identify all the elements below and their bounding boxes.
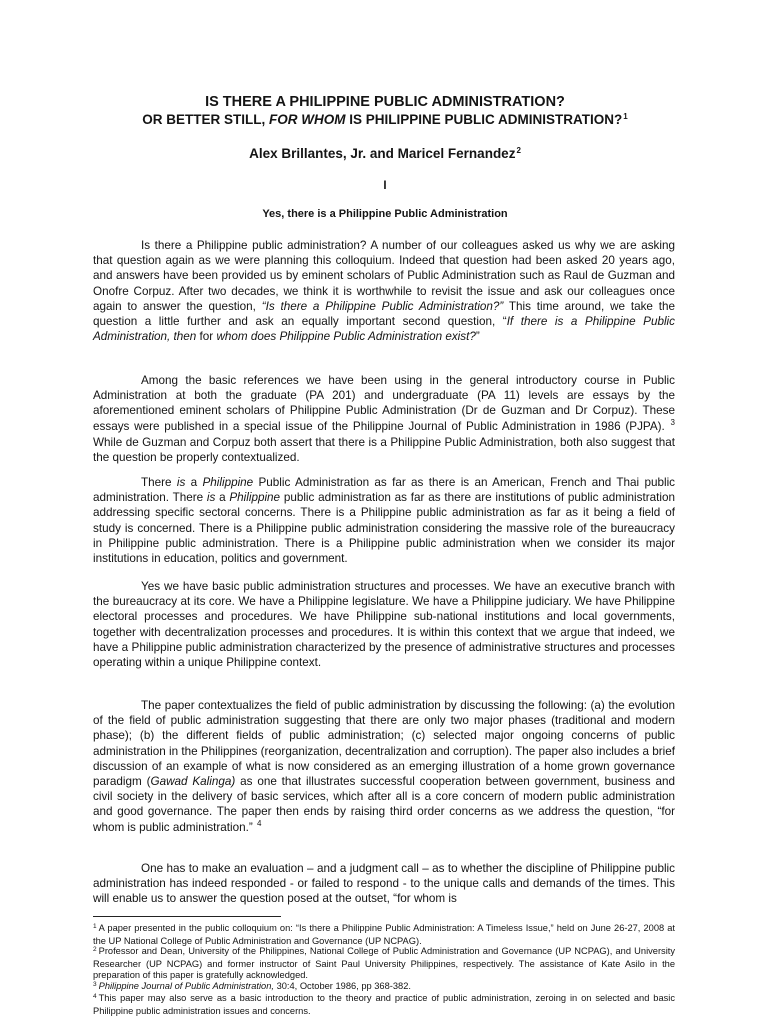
p1-italic-question-1: “Is there a Philippine Public Administration?” <box>261 299 504 313</box>
footnote-4 <box>93 993 675 1017</box>
p3-text-a: There <box>141 476 177 489</box>
subtitle-emphasis: FOR WHOM <box>269 112 346 127</box>
p6-text: One has to make an evaluation – and a judgment call – as to whether the discipline of Philippine public administration has indeed responded - or failed to respond - to the unique calls and demands of the times. This will enable us to answer the question posed at the outset, “for whom is <box>93 862 675 906</box>
footnote-1-number: 1 <box>93 923 97 930</box>
footnote-ref-2: 2 <box>516 146 521 155</box>
subtitle-part-2: IS PHILIPPINE PUBLIC ADMINISTRATION? <box>345 112 623 127</box>
p5-italic-gawad-kalinga: Gawad Kalinga) <box>150 775 236 789</box>
footnote-ref-1: 1 <box>623 112 628 121</box>
p1-italic-question-2b: whom does Philippine Public Administration exist? <box>216 330 476 344</box>
p1-text-e: for <box>196 330 217 344</box>
p5-text-c: as one that illustrates successful cooperation between government, business and civil society in the delivery of basic services, which after all is a core concern of modern public administration and good governance. The paper then ends by raising third order concerns as we address the question, “for whom is public administration.” <box>93 775 675 834</box>
p3-italic-philippine-1: Philippine <box>202 476 254 489</box>
footnote-4-number: 4 <box>93 993 97 1000</box>
p3-text-i: public administration as far as there are institutions of public administration addressing specific sectoral concerns. There is a Philippine public administration as far as it being a field of study is concerned. There is a Philippine public administration considering the massive role of the bureaucracy in Philippine public administration. There is a Philippine public administration when we consider its major institutions in education, politics and government. <box>93 491 675 566</box>
p1-italic-question-2a: If there is a Philippine Public Administration, then <box>93 315 675 344</box>
paper-subtitle <box>60 113 710 127</box>
p1-text-c: This time around, we take the question a little further and ask an equally important second question, “ <box>93 299 675 329</box>
authors-text: Alex Brillantes, Jr. and Maricel Fernandez <box>249 146 516 161</box>
section-number: I <box>383 180 387 192</box>
p1-text-a: Is there a Philippine public administration? A number of our colleagues asked us why we are asking that question again as we were planning this colloquium. Indeed that question had been asked 20 years ago, and answers have been provided us by eminent scholars of Public Administration such as Raul de Guzman and Onofre Corpuz. After two decades, we think it is worthwhile to revisit the issue and ask our colleagues once again to answer the question, <box>93 239 675 313</box>
paragraph-3 <box>93 475 675 566</box>
footnote-3-number: 3 <box>93 981 97 988</box>
p3-italic-is-1: is <box>176 476 186 489</box>
p3-text-e: Public Administration as far as there is an American, French and Thai public administration. There <box>93 476 676 505</box>
footnote-4-text: This paper may also serve as a basic introduction to the theory and practice of public administration, zeroing in on selected and basic Philippine public administration issues and concerns. <box>93 993 675 1016</box>
p5-text-a: The paper contextualizes the field of public administration by discussing the following: (a) the evolution of the field of public administration suggesting that there are only two major phases (traditional and modern phase); (b) the different fields of public administration; (c) selected major ongoing concerns of public administration in the Philippines (reorganization, decentralization and corruption). The paper also includes a brief discussion of an example of what is now considered as an emerging illustration of a home grown governance paradigm ( <box>93 699 675 789</box>
p2-text-b: While de Guzman and Corpuz both assert that there is a Philippine Public Administration, both also suggest that the question be properly contextualized. <box>93 435 675 465</box>
authors-line <box>60 147 710 161</box>
section-heading: Yes, there is a Philippine Public Administration <box>262 208 508 220</box>
footnote-divider <box>93 916 281 917</box>
footnote-2-number: 2 <box>93 946 97 953</box>
footnote-1 <box>93 923 675 947</box>
paper-title <box>60 95 710 110</box>
paragraph-5 <box>93 698 675 836</box>
paragraph-2 <box>93 373 675 465</box>
subtitle-part-1: OR BETTER STILL, <box>142 112 270 127</box>
p2-text-a: Among the basic references we have been using in the general introductory course in Public Administration at both the graduate (PA 201) and undergraduate (PA 11) levels are essays by the aforementioned eminent scholars of Philippine Public Administration (Dr de Guzman and Dr Corpuz). These essays were published in a special issue of the Philippine Journal of Public Administration in 1986 (PJPA). <box>93 374 675 433</box>
footnote-1-text: A paper presented in the public colloquium on: “Is there a Philippine Public Administration: A Timeless Issue,” held on June 26-27, 2008 at the UP National College of Public Administration and Governance (UP NCPAG). <box>93 923 675 946</box>
paper-title-text: IS THERE A PHILIPPINE PUBLIC ADMINISTRATION? <box>205 94 565 110</box>
footnote-ref-4: 4 <box>257 818 262 828</box>
p3-italic-is-2: is <box>206 491 216 505</box>
p3-text-g: a <box>215 491 230 505</box>
footnote-3 <box>93 981 675 994</box>
paragraph-6 <box>93 861 675 907</box>
p4-text: Yes we have basic public administration structures and processes. We have an executive branch with the bureaucracy at its core. We have a Philippine legislature. We have a Philippine judiciary. We have Philippine electoral processes and procedures. We have Philippine sub-national institutions and local governments, together with decentralization processes and procedures. It is within this context that we argue that indeed, we have a Philippine public administration characterized by the presence of administrative structures and processes operating within a unique Philippine context. <box>93 580 675 670</box>
footnote-3-text: 30:4, October 1986, pp 368-382. <box>273 981 411 991</box>
paragraph-4 <box>93 579 675 670</box>
p1-text-g: ” <box>475 330 480 344</box>
footnote-2-text: Professor and Dean, University of the Philippines, National College of Public Administration and Governance (UP NCPAG), and University Researcher (UP NCPAG) and former instructor of Saint Paul University Philippines, respectively. The assistance of Kate Asilo in the preparation of this paper is gratefully acknowledged. <box>93 946 675 980</box>
footnote-3-journal: Philippine Journal of Public Administration, <box>98 981 274 991</box>
footnote-2 <box>93 946 675 980</box>
footnote-ref-3: 3 <box>670 417 675 427</box>
paragraph-1 <box>93 238 675 344</box>
p3-italic-philippine-2: Philippine <box>229 491 281 505</box>
p3-text-c: a <box>185 476 203 489</box>
